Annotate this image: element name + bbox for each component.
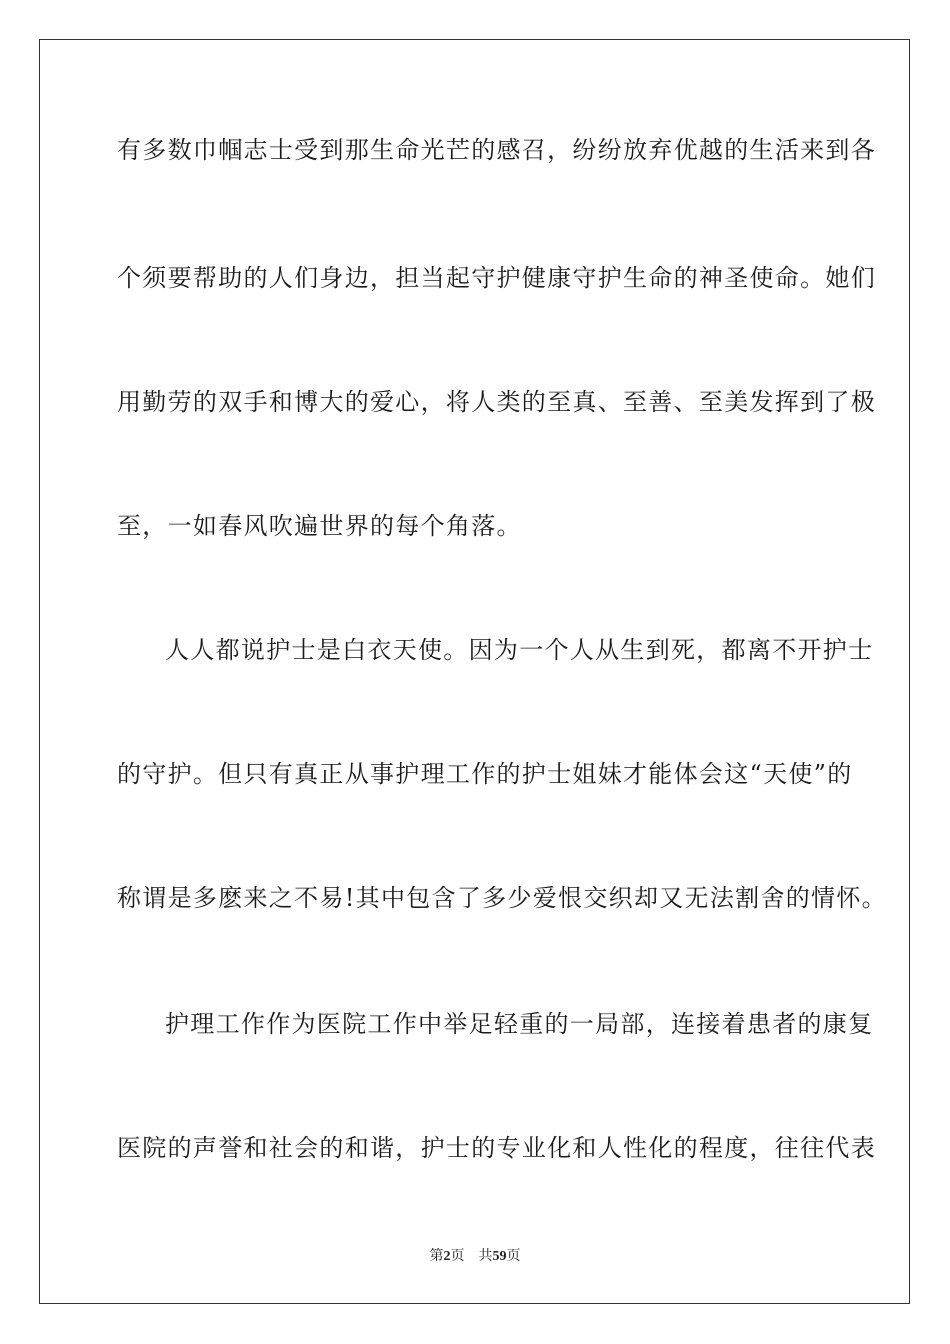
- page-footer: [0, 1248, 950, 1266]
- text-line-1: 有多数巾帼志士受到那生命光芒的感召，纷纷放弃优越的生活来到各: [117, 136, 876, 164]
- footer-total-prefix: 共: [478, 1249, 493, 1264]
- footer-page-prefix: 第: [429, 1249, 444, 1264]
- text-line-8: 护理工作作为医院工作中举足轻重的一局部，连接着患者的康复: [165, 1010, 874, 1038]
- text-line-3: 用勤劳的双手和博大的爱心，将人类的至真、至善、至美发挥到了极: [117, 388, 876, 416]
- text-line-2: 个须要帮助的人们身边，担当起守护健康守护生命的神圣使命。她们: [117, 264, 876, 292]
- footer-page-suffix: 页: [450, 1249, 465, 1264]
- text-line-4: 至，一如春风吹遍世界的每个角落。: [117, 512, 522, 540]
- text-line-7: 称谓是多麽来之不易!其中包含了多少爱恨交织却又无法割舍的情怀。: [117, 884, 887, 912]
- page-border: [39, 39, 910, 1304]
- footer-page-number: 2: [443, 1249, 451, 1264]
- footer-total-pages: 59: [492, 1249, 507, 1264]
- text-line-9: 医院的声誉和社会的和谐，护士的专业化和人性化的程度，往往代表: [117, 1134, 876, 1162]
- footer-total-suffix: 页: [506, 1249, 521, 1264]
- text-line-5: 人人都说护士是白衣天使。因为一个人从生到死，都离不开护士: [165, 636, 874, 664]
- text-line-6: 的守护。但只有真正从事护理工作的护士姐妹才能体会这“天使”的: [117, 760, 853, 788]
